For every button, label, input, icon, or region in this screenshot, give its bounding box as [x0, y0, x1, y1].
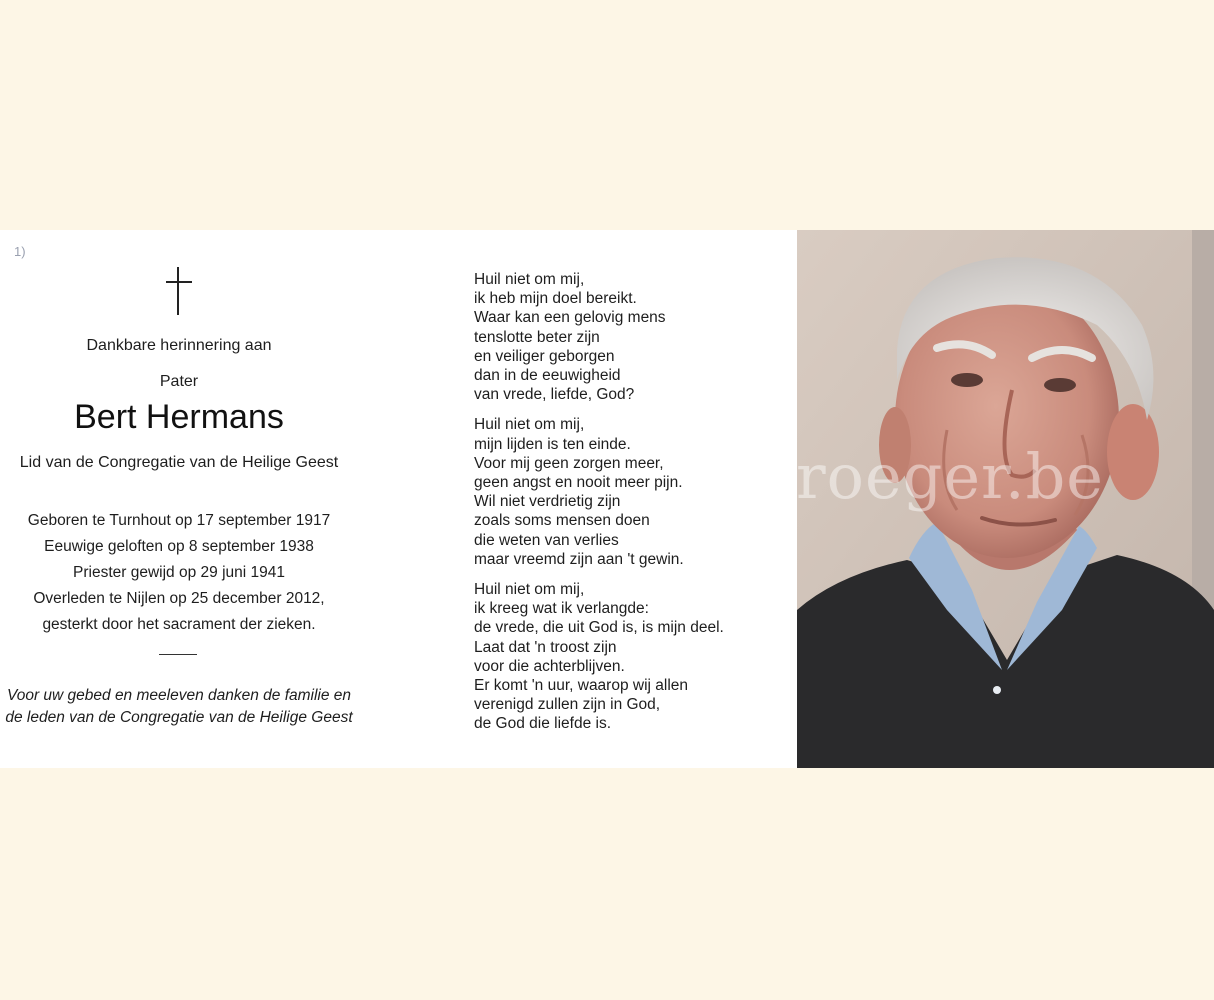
cross-icon — [163, 267, 195, 317]
thanks-text — [0, 685, 358, 729]
life-facts — [0, 508, 358, 638]
pencil-mark: 1) — [14, 244, 26, 259]
intro-text: Dankbare herinnering aan — [86, 337, 272, 354]
poem-line: de God die liefde is. — [474, 715, 612, 733]
title-word: Pater — [159, 373, 199, 390]
poem-line: zoals soms mensen doen — [474, 512, 650, 530]
poem-line: en veiliger geborgen — [474, 347, 615, 365]
fact-line: Overleden te Nijlen op 25 december 2012, — [33, 590, 325, 607]
poem-line: mijn lijden is ten einde. — [474, 435, 631, 453]
poem-line: verenigd zullen zijn in God, — [474, 696, 661, 714]
poem-line: Huil niet om mij, — [474, 581, 585, 599]
poem-line: maar vreemd zijn aan 't gewin. — [474, 550, 684, 568]
poem-line: dan in de eeuwigheid — [474, 367, 621, 385]
poem-line: Voor mij geen zorgen meer, — [474, 454, 664, 472]
poem-line: Er komt 'n uur, waarop wij allen — [474, 677, 689, 695]
poem-line: voor die achterblijven. — [474, 657, 625, 675]
poem-line: de vrede, die uit God is, is mijn deel. — [474, 619, 724, 637]
thanks-line: Voor uw gebed en meeleven danken de familie en — [6, 687, 352, 704]
poem-line: ik heb mijn doel bereikt. — [474, 290, 637, 308]
congregation-line: Lid van de Congregatie van de Heilige Geest — [19, 454, 339, 471]
poem-line: ik kreeg wat ik verlangde: — [474, 600, 649, 618]
poem-line: die weten van verlies — [474, 531, 619, 549]
poem-line: Huil niet om mij, — [474, 271, 585, 288]
watermark: roeger.be — [796, 440, 1104, 513]
poem-stanza-2 — [474, 415, 774, 569]
poem-stanza-3 — [474, 580, 774, 734]
poem-line: van vrede, liefde, God? — [474, 386, 635, 404]
card-left-panel — [0, 230, 360, 768]
fact-line: Eeuwige geloften op 8 september 1938 — [44, 538, 314, 555]
deceased-name: Bert Hermans — [74, 398, 284, 436]
fact-line: Priester gewijd op 29 juni 1941 — [73, 564, 285, 581]
poem-line: Huil niet om mij, — [474, 416, 585, 434]
fact-line: Geboren te Turnhout op 17 september 1917 — [27, 512, 331, 529]
poem-line: Laat dat 'n troost zijn — [474, 638, 617, 656]
poem-line: tenslotte beter zijn — [474, 328, 600, 346]
fact-line: gesterkt door het sacrament der zieken. — [42, 616, 316, 633]
poem-stanza-1 — [474, 270, 774, 404]
poem-line: Waar kan een gelovig mens — [474, 309, 666, 327]
poem-line: geen angst en nooit meer pijn. — [474, 474, 683, 492]
divider — [159, 654, 197, 655]
poem-line: Wil niet verdrietig zijn — [474, 493, 621, 511]
poem — [474, 270, 774, 745]
thanks-line: de leden van de Congregatie van de Heilige Geest — [5, 709, 353, 726]
